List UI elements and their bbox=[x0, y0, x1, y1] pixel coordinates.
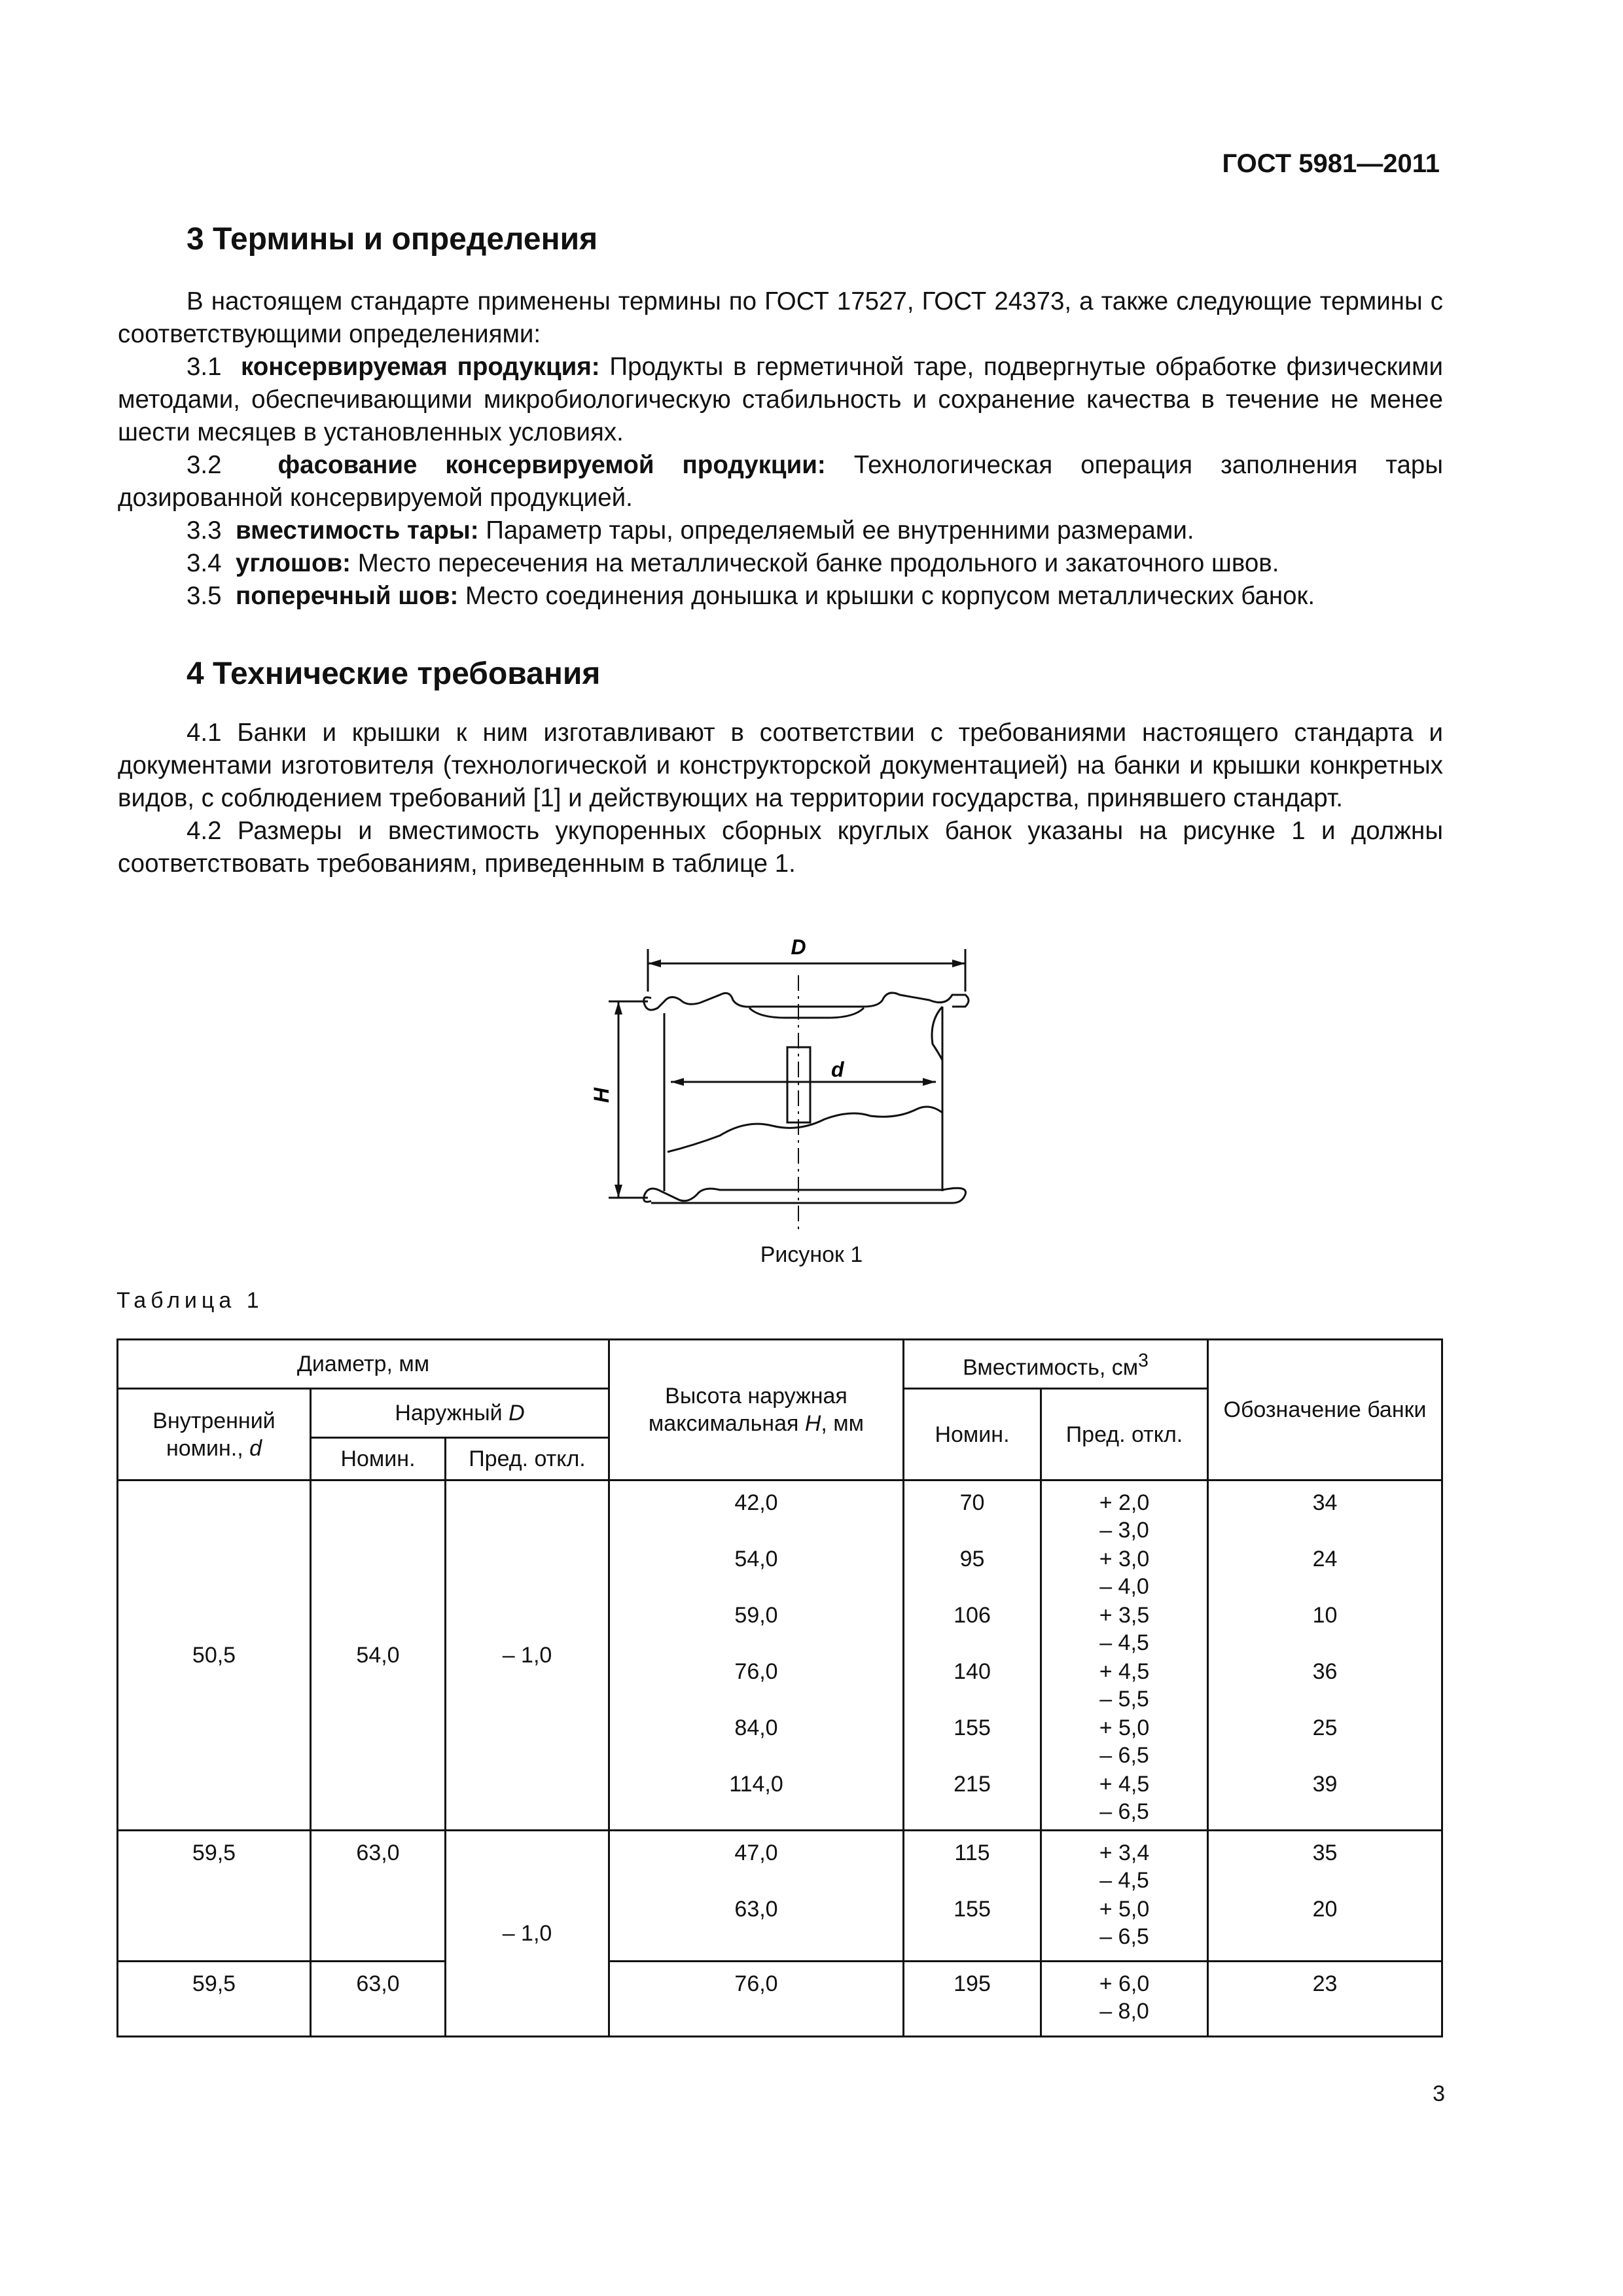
header-outer: Наружный D bbox=[311, 1389, 609, 1438]
table-row bbox=[118, 1480, 1442, 1831]
value: 47,0 bbox=[734, 1840, 778, 1865]
header-capacity-nom: Номин. bbox=[904, 1389, 1041, 1480]
header-outer-nom: Номин. bbox=[311, 1438, 446, 1480]
break-line-bottom bbox=[668, 1107, 942, 1152]
value: 39 bbox=[1312, 1772, 1338, 1797]
cell-outer: 54,0 bbox=[311, 1480, 446, 1831]
cell-capacity-devs bbox=[1041, 1480, 1208, 1831]
value: 59,0 bbox=[734, 1603, 778, 1628]
arrow-d-right bbox=[923, 1078, 936, 1086]
table-title: Таблица 1 bbox=[116, 1288, 264, 1313]
term-3-3: 3.3 вместимость тары: Параметр тары, определяемый ее внутренними размерами. bbox=[187, 516, 1194, 545]
cell-capacities: 195 bbox=[904, 1962, 1041, 2037]
value: + 3,4 – 4,5 bbox=[1099, 1840, 1150, 1893]
arrow-d-left bbox=[671, 1078, 684, 1086]
section-4-body bbox=[118, 717, 1443, 880]
arrow-H-top bbox=[615, 1001, 622, 1014]
cell-outer: 63,0 bbox=[311, 1962, 446, 2037]
cell-inner: 50,5 bbox=[118, 1480, 311, 1831]
header-diameter: Диаметр, мм bbox=[118, 1340, 609, 1389]
header-capacity: Вместимость, $см^3$ bbox=[904, 1340, 1208, 1389]
cell-outer-dev: – 1,0 bbox=[446, 1480, 609, 1831]
cell-inner: 59,5 bbox=[118, 1831, 311, 1962]
value: + 4,5 – 6,5 bbox=[1099, 1772, 1150, 1824]
value: 84,0 bbox=[734, 1715, 778, 1740]
value: + 5,0 – 6,5 bbox=[1099, 1715, 1150, 1768]
term-3-1: 3.1 консервируемая продукция: Продукты в герметичной таре, подвергнутые обработке физическими методами, обеспечивающими микробиологическую стабильность и сохранение качества в течение не менее шести месяцев в установленных условиях. bbox=[118, 353, 1443, 446]
cell-capacity-devs bbox=[1041, 1831, 1208, 1962]
header-inner: Внутренний номин., d bbox=[118, 1389, 311, 1480]
value: + 4,5 – 5,5 bbox=[1099, 1659, 1150, 1712]
section-4-heading: 4 Технические требования bbox=[187, 656, 601, 691]
value: + 5,0 – 6,5 bbox=[1099, 1897, 1150, 1949]
table-row bbox=[118, 1831, 1442, 1962]
value: 25 bbox=[1312, 1715, 1338, 1740]
value: + 2,0 – 3,0 bbox=[1099, 1490, 1150, 1543]
value: 34 bbox=[1312, 1490, 1338, 1515]
value: 76,0 bbox=[734, 1659, 778, 1684]
lid-panel bbox=[749, 1008, 864, 1018]
section-3-heading: 3 Термины и определения bbox=[187, 222, 598, 257]
value: 114,0 bbox=[729, 1772, 783, 1797]
header-capacity-dev: Пред. откл. bbox=[1041, 1389, 1208, 1480]
break-line-top bbox=[932, 1007, 942, 1060]
value: 42,0 bbox=[734, 1490, 778, 1515]
label-d: d bbox=[831, 1058, 844, 1081]
figure-can-drawing bbox=[589, 929, 1008, 1234]
arrowheads bbox=[615, 960, 965, 1198]
cell-capacity-devs: + 6,0 – 8,0 bbox=[1041, 1962, 1208, 2037]
table-row bbox=[118, 1962, 1442, 2037]
value: 24 bbox=[1312, 1547, 1338, 1571]
table-1 bbox=[116, 1338, 1443, 2037]
cell-outer-dev: – 1,0 bbox=[446, 1831, 609, 2037]
value: 20 bbox=[1312, 1897, 1338, 1922]
value: 155 bbox=[954, 1715, 991, 1740]
arrow-D-left bbox=[648, 960, 661, 967]
cell-outer: 63,0 bbox=[311, 1831, 446, 1962]
header-height: Высота наружная максимальная H, мм bbox=[609, 1340, 904, 1480]
paragraph-4-2: 4.2 Размеры и вместимость укупоренных сборных круглых банок указаны на рисунке 1 и должны соответствовать требованиям, приведенным в таблице 1. bbox=[118, 817, 1443, 878]
value: 155 bbox=[954, 1897, 991, 1922]
cell-heights bbox=[609, 1480, 904, 1831]
arrow-H-bottom bbox=[615, 1185, 622, 1198]
value: 35 bbox=[1312, 1840, 1338, 1865]
value: 70 bbox=[959, 1490, 985, 1515]
header-designation: Обозначение банки bbox=[1208, 1340, 1442, 1480]
cell-heights: 76,0 bbox=[609, 1962, 904, 2037]
value: 95 bbox=[959, 1547, 985, 1571]
value: 215 bbox=[954, 1772, 991, 1797]
paragraph-4-1: 4.1 Банки и крышки к ним изготавливают в соответствии с требованиями настоящего стандарта и документами изготовителя (технологической и конструкторской документацией) на банки и крышки конкретных видов, с соблюдением требований [1] и действующих на территории государства, принявшего стандарт. bbox=[118, 719, 1443, 812]
cell-heights bbox=[609, 1831, 904, 1962]
value: 54,0 bbox=[734, 1547, 778, 1571]
cell-capacities bbox=[904, 1480, 1041, 1831]
value: 36 bbox=[1312, 1659, 1338, 1684]
label-H: H bbox=[590, 1087, 613, 1103]
value: + 3,0 – 4,0 bbox=[1099, 1547, 1150, 1599]
value: 106 bbox=[954, 1603, 991, 1628]
term-3-2: 3.2 фасование консервируемой продукции: Технологическая операция заполнения тары дозированной консервируемой продукцией. bbox=[118, 451, 1443, 512]
header-outer-dev: Пред. откл. bbox=[446, 1438, 609, 1480]
section-3-intro: В настоящем стандарте применены термины по ГОСТ 17527, ГОСТ 24373, а также следующие термины с соответствующими определениями: bbox=[118, 287, 1443, 348]
label-D: D bbox=[791, 935, 806, 959]
value: 115 bbox=[954, 1840, 990, 1865]
cell-codes bbox=[1208, 1831, 1442, 1962]
cell-codes: 23 bbox=[1208, 1962, 1442, 2037]
cell-inner: 59,5 bbox=[118, 1962, 311, 2037]
value: + 3,5 – 4,5 bbox=[1099, 1603, 1150, 1655]
arrow-D-right bbox=[952, 960, 965, 967]
bottom-outline bbox=[644, 1188, 966, 1203]
cell-codes bbox=[1208, 1480, 1442, 1831]
can-diagram bbox=[589, 929, 1008, 1230]
term-3-4: 3.4 углошов: Место пересечения на металлической банке продольного и закаточного швов. bbox=[187, 549, 1279, 577]
section-3-body bbox=[118, 285, 1443, 613]
cell-capacities bbox=[904, 1831, 1041, 1962]
value: 140 bbox=[954, 1659, 991, 1684]
value: 10 bbox=[1312, 1603, 1338, 1628]
value: 63,0 bbox=[734, 1897, 778, 1922]
page-number: 3 bbox=[1433, 2081, 1445, 2106]
document-code: ГОСТ 5981—2011 bbox=[1222, 149, 1440, 178]
lid-outline bbox=[644, 993, 969, 1010]
term-3-5: 3.5 поперечный шов: Место соединения донышка и крышки с корпусом металлических банок. bbox=[187, 582, 1315, 610]
figure-caption: Рисунок 1 bbox=[760, 1242, 863, 1267]
